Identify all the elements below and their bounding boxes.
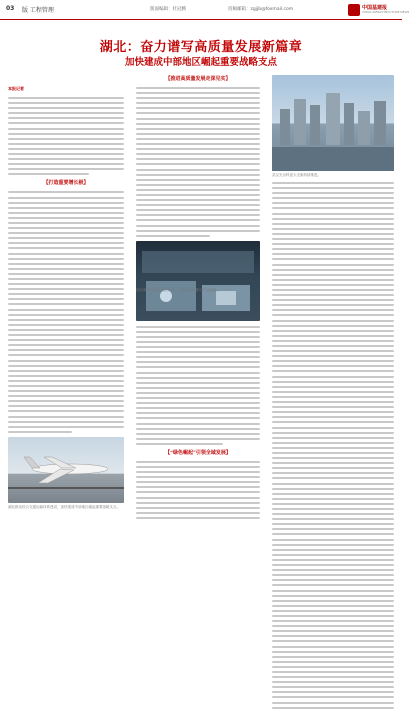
photo-caption-1: 湖北推动综合交通运输体系建设，加快建成中部地区崛起重要战略支点。	[8, 504, 120, 509]
photo-airplane	[8, 437, 124, 503]
section-heading-1: 【打造重要增长极】	[43, 180, 89, 187]
photo-caption-2: 武汉光谷科创大走廊持续推进。	[272, 173, 321, 177]
submission-email: 投稿邮箱：zgjjb@foxmail.com	[228, 7, 294, 12]
logo-mark-icon	[348, 4, 360, 16]
page-header	[0, 0, 409, 20]
section-name: 版 工程管理	[22, 7, 54, 14]
editor-credit: 版面编辑：杜冠腾	[150, 7, 186, 12]
newspaper-logo	[348, 3, 409, 17]
logo-subtext: CHINA INFRASTRUCTURE NEWS	[362, 10, 409, 14]
photo-city-overview	[272, 75, 394, 171]
airplane-icon	[8, 437, 124, 503]
logo-text: 中国基建报	[362, 5, 388, 11]
column-left	[8, 75, 124, 514]
photo-caption-3: 湖北谋划发展新质生产力，以科技创新推动产业创新。	[136, 288, 220, 292]
photo-caption-wrap	[136, 286, 260, 297]
page-number: 03	[6, 5, 15, 12]
column-middle	[136, 75, 260, 522]
photo-tech-lab	[136, 241, 260, 321]
section-heading-3: 【“绿色崛起”引领全域发展】	[165, 449, 231, 456]
article-subheadline: 加快建成中部地区崛起重要战略支点	[124, 57, 277, 68]
section-heading-2: 【推进高质量发展走深见实】	[165, 76, 231, 82]
article-headline: 湖北：奋力谱写高质量发展新篇章	[99, 40, 303, 55]
column-right	[272, 75, 394, 712]
reporter-tag: 本报记者	[8, 86, 24, 91]
